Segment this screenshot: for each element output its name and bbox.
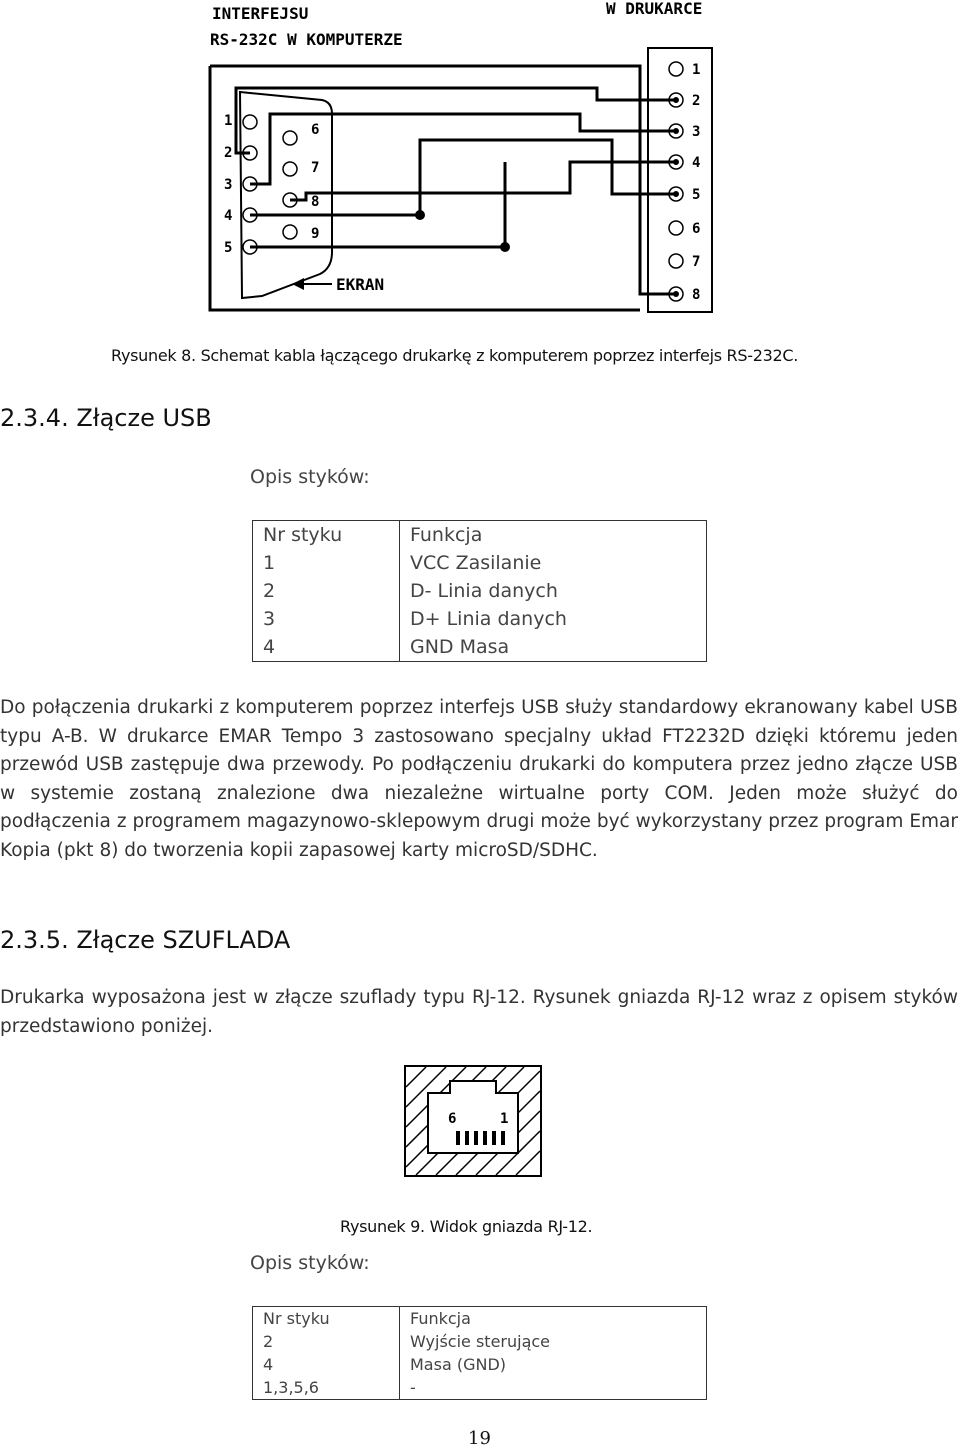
table-cell: 1 <box>253 549 400 577</box>
rj12-pin-label-left: 6 <box>448 1111 457 1127</box>
printer-label: W DRUKARCE <box>606 0 703 18</box>
table-header-row <box>253 521 707 550</box>
table-row <box>253 605 707 633</box>
table-row <box>253 1330 707 1353</box>
db9-pin <box>283 131 297 145</box>
junction-dot <box>500 242 510 252</box>
drawer-section-heading: 2.3.5. Złącze SZUFLADA <box>0 926 291 954</box>
table-cell: 4 <box>253 633 400 662</box>
printer-pin <box>669 62 683 76</box>
table-cell: 1,3,5,6 <box>253 1376 400 1400</box>
db9-pin-label: 9 <box>311 226 320 242</box>
db9-pin-label: 8 <box>311 194 320 210</box>
drawer-pin-desc-label: Opis styków: <box>250 1252 370 1274</box>
junction-dot <box>415 210 425 220</box>
pc-interface-label-line2: RS-232C W KOMPUTERZE <box>210 30 403 49</box>
db9-top-row-labels <box>224 113 232 256</box>
drawer-paragraph: Drukarka wyposażona jest w złącze szuflady typu RJ-12. Rysunek gniazda RJ-12 wraz z opisem styków przedstawiono poniżej. <box>0 987 958 1037</box>
db9-bottom-row-pins <box>283 131 297 239</box>
table-cell: D- Linia danych <box>400 577 707 605</box>
table-header-cell: Funkcja <box>400 521 707 550</box>
junction-dot <box>673 128 679 134</box>
usb-pin-table <box>252 520 707 662</box>
printer-pin-label: 6 <box>692 221 701 237</box>
junction-dot <box>673 159 679 165</box>
db9-pin-label: 3 <box>224 177 233 193</box>
rs232-cable-diagram <box>0 0 960 330</box>
table-header-cell: Nr styku <box>253 521 400 550</box>
printer-pin <box>669 254 683 268</box>
printer-pin-label: 1 <box>692 62 701 78</box>
printer-pin-labels <box>692 62 700 303</box>
usb-pin-desc-label: Opis styków: <box>250 466 370 488</box>
junction-dot <box>673 191 679 197</box>
table-row <box>253 1353 707 1376</box>
db9-pin-label: 2 <box>224 145 233 161</box>
printer-connector-frame <box>648 48 712 312</box>
table-cell: VCC Zasilanie <box>400 549 707 577</box>
printer-pin <box>669 221 683 235</box>
table-cell: 2 <box>253 1330 400 1353</box>
printer-pin-label: 4 <box>692 155 701 171</box>
db9-pin-label: 1 <box>224 113 233 129</box>
figure8-caption: Rysunek 8. Schemat kabla łączącego drukarkę z komputerem poprzez interfejs RS-232C. <box>111 346 798 365</box>
db9-pin-label: 6 <box>311 122 320 138</box>
table-cell: GND Masa <box>400 633 707 662</box>
table-header-cell: Funkcja <box>400 1307 707 1331</box>
printer-pin-label: 5 <box>692 187 701 203</box>
db9-pin-label: 7 <box>311 160 320 176</box>
printer-pin-label: 3 <box>692 124 701 140</box>
usb-paragraph: Do połączenia drukarki z komputerem poprzez interfejs USB służy standardowy ekranowany kabel USB typu A-B. W drukarce EMAR Tempo 3 zastosowano specjalny układ FT2232D dzięki któremu jeden przewód USB zastępuje dwa przewody. Po podłączeniu drukarki do komputera przez jedno złącze USB w systemie zostaną znalezione dwa niezależne wirtualne porty COM. Jeden może służyć do podłączenia z programem magazynowo-sklepowym drugi może być wykorzystany przez program Emar Kopia (pkt 8) do tworzenia kopii zapasowej karty microSD/SDHC. <box>0 697 958 861</box>
rj12-pin-table <box>252 1306 707 1400</box>
db9-pin <box>243 115 257 129</box>
usb-section-heading: 2.3.4. Złącze USB <box>0 404 212 432</box>
page-number: 19 <box>468 1428 491 1449</box>
db9-pin <box>283 225 297 239</box>
table-cell: - <box>400 1376 707 1400</box>
table-row <box>253 1376 707 1400</box>
table-row <box>253 549 707 577</box>
rj12-pin-label-right: 1 <box>500 1111 509 1127</box>
table-cell: 4 <box>253 1353 400 1376</box>
db9-pin <box>283 162 297 176</box>
table-cell: D+ Linia danych <box>400 605 707 633</box>
rj12-socket-diagram <box>404 1065 542 1177</box>
figure9-caption: Rysunek 9. Widok gniazda RJ-12. <box>340 1217 593 1236</box>
junction-dot <box>673 97 679 103</box>
table-cell: 3 <box>253 605 400 633</box>
table-cell: Masa (GND) <box>400 1353 707 1376</box>
printer-pin-label: 7 <box>692 254 701 270</box>
db9-pin-label: 5 <box>224 240 233 256</box>
printer-pin-label: 8 <box>692 287 701 303</box>
table-header-cell: Nr styku <box>253 1307 400 1331</box>
table-cell: 2 <box>253 577 400 605</box>
table-row <box>253 577 707 605</box>
shield-arrow-icon <box>292 278 332 290</box>
db9-pin-label: 4 <box>224 208 233 224</box>
pc-interface-label-line1: INTERFEJSU <box>212 4 309 23</box>
table-header-row <box>253 1307 707 1331</box>
cable-wires <box>210 66 676 310</box>
junction-dot <box>673 291 679 297</box>
table-cell: Wyjście sterujące <box>400 1330 707 1353</box>
printer-pin-label: 2 <box>692 93 701 109</box>
table-row <box>253 633 707 662</box>
db9-bottom-row-labels <box>311 122 319 242</box>
shield-label: EKRAN <box>336 275 385 294</box>
